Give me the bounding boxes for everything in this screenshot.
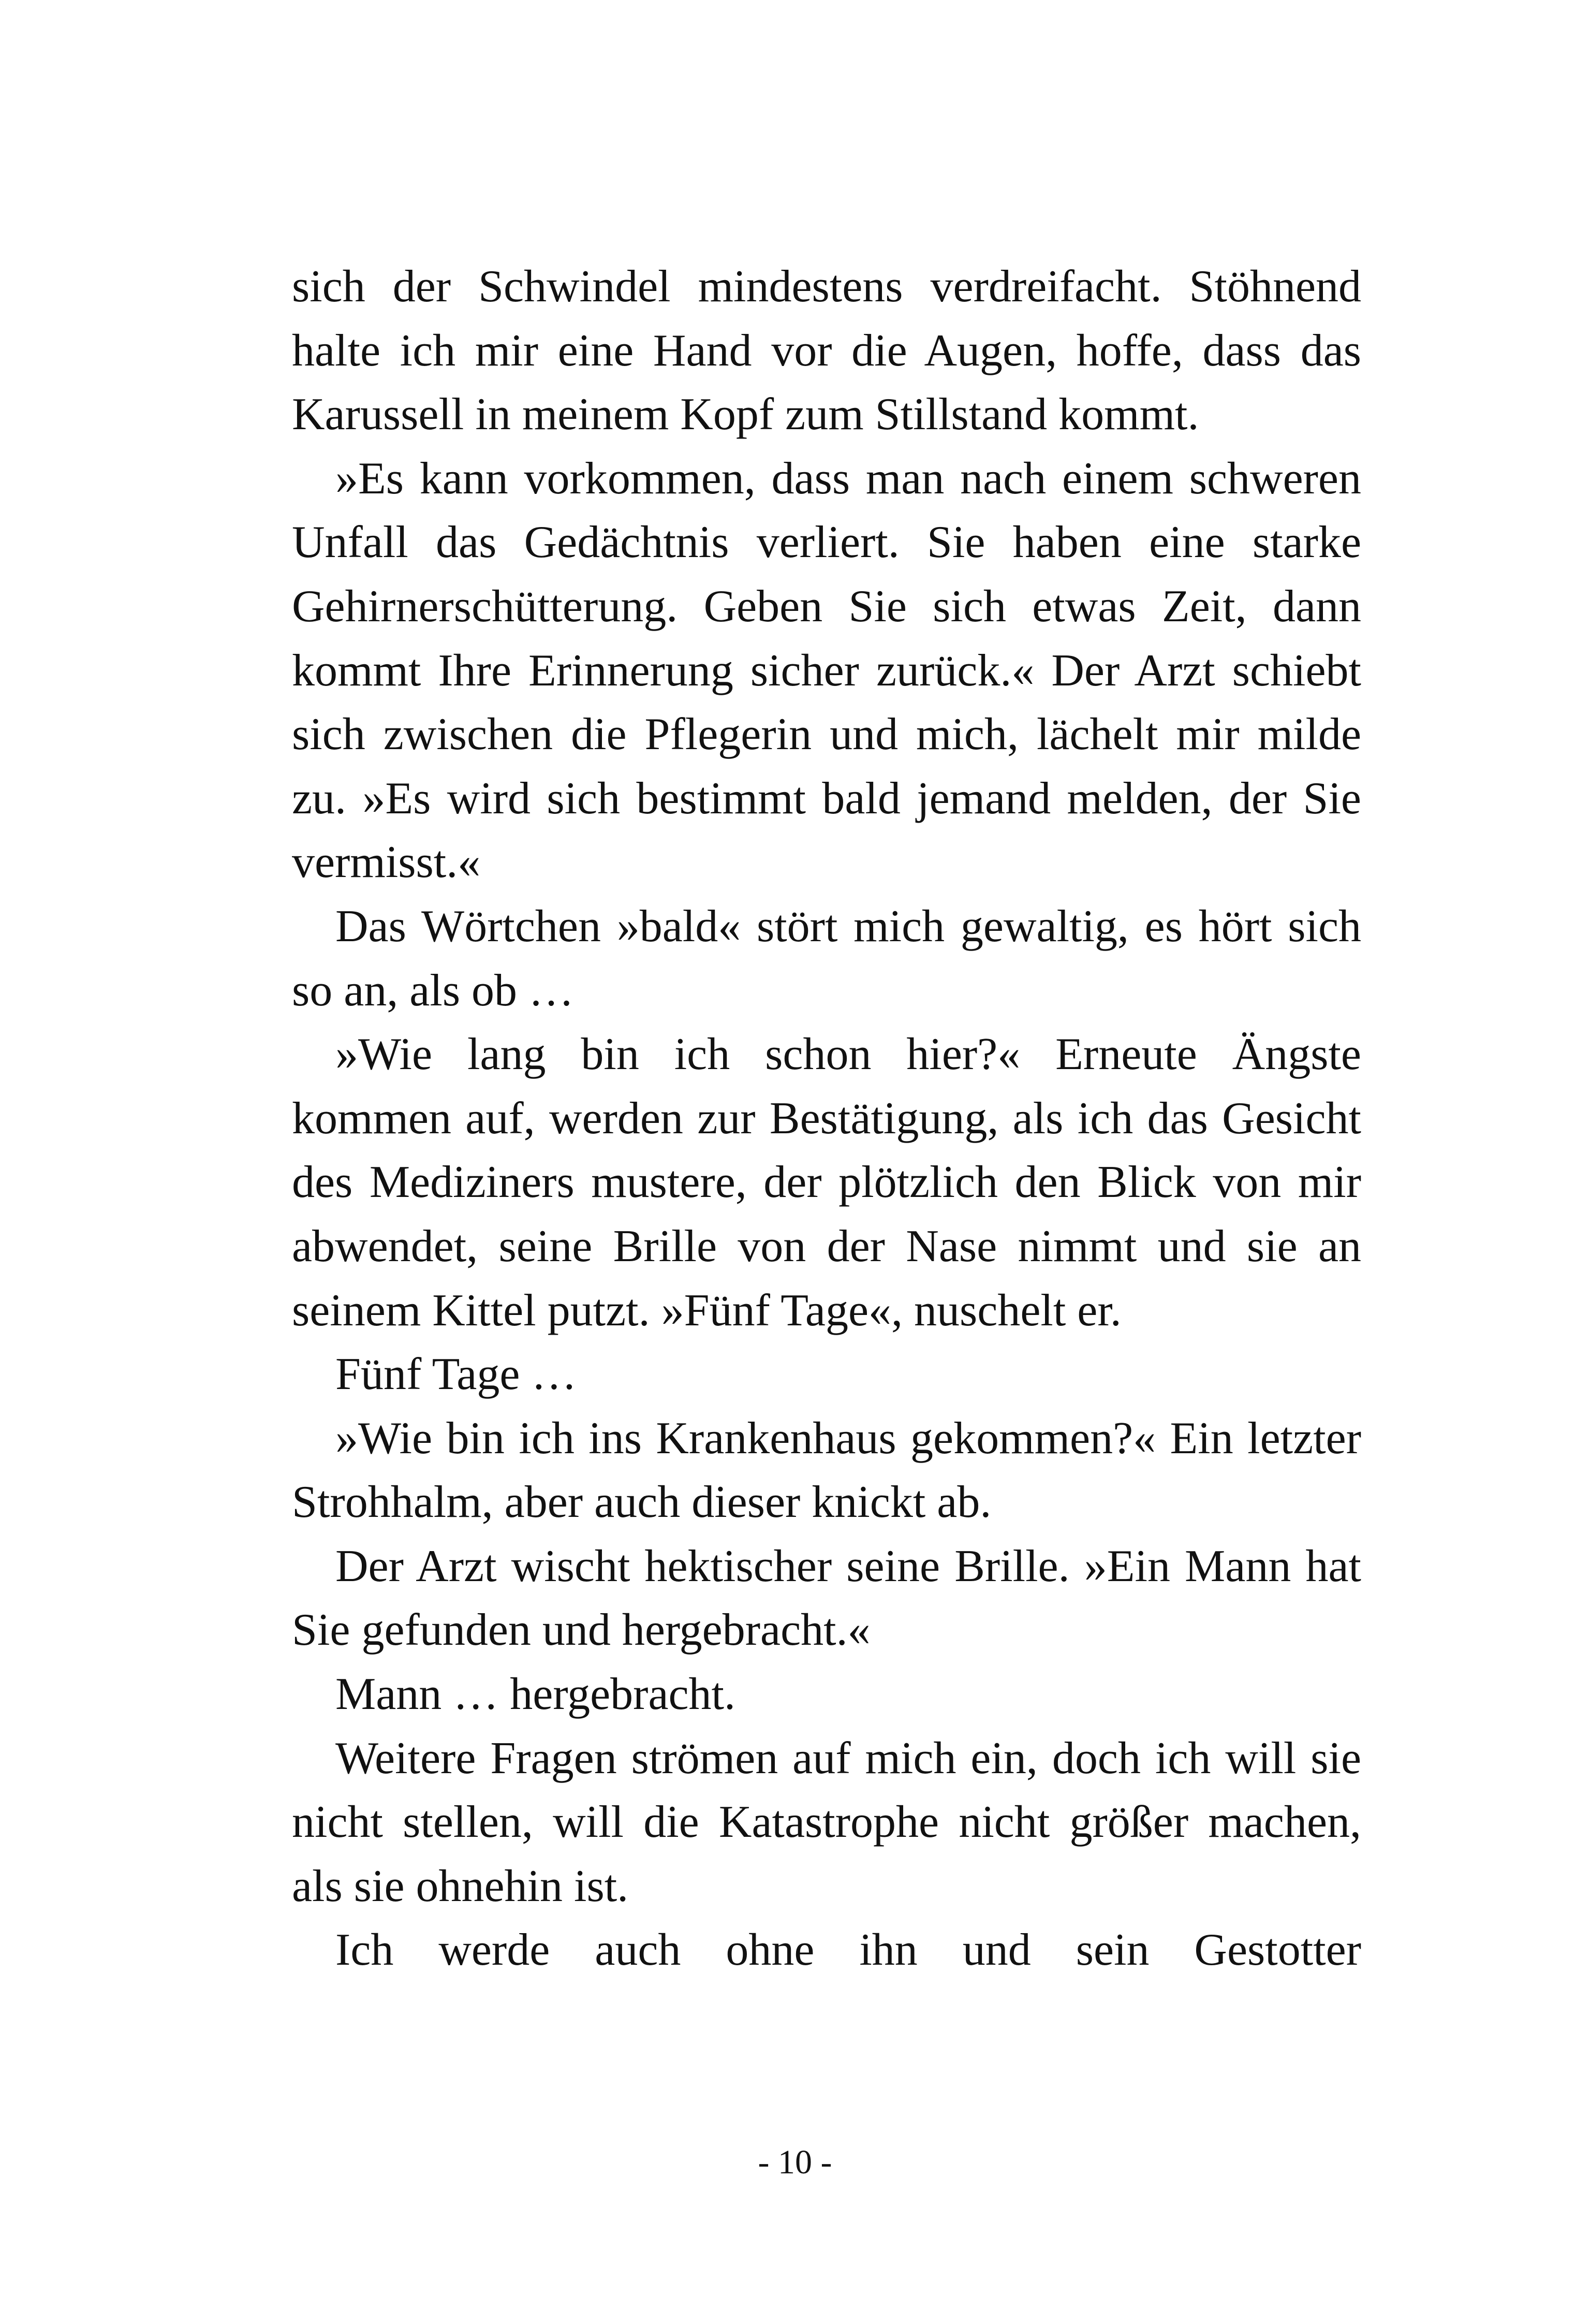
paragraph-how-long: »Wie lang bin ich schon hier?« Erneute Ängste kommen auf, werden zur Bestätigung, als ich das Gesicht des Mediziners mustere, der plötzlich den Blick von mir abwendet, seine Brille von der Nase nimmt und sie an seinem Kittel putzt. »Fünf Tage«, nuschelt er. (292, 1029, 1361, 1336)
page-number: - 10 - (758, 2143, 832, 2181)
paragraph-how-arrived: »Wie bin ich ins Krankenhaus gekommen?« Ein letzter Strohhalm, aber auch dieser knickt ab. (292, 1413, 1361, 1528)
paragraph-bald: Das Wörtchen »bald« stört mich gewaltig, es hört sich so an, als ob … (292, 901, 1361, 1016)
paragraph-man-brought: Mann … hergebracht. (335, 1669, 736, 1720)
paragraph-final-line: Ich werde auch ohne ihn und sein Gestotter (335, 1925, 1361, 1976)
paragraph-doctor-explanation: »Es kann vorkommen, dass man nach einem schweren Unfall das Gedächtnis verliert. Sie haben eine starke Gehirnerschütterung. Geben Sie sich etwas Zeit, dann kommt Ihre Erinnerung sicher zurück.« Der Arzt schiebt sich zwischen die Pflegerin und mich, lächelt mir milde zu. »Es wird sich bestimmt bald jemand melden, der Sie vermisst.« (292, 453, 1361, 888)
paragraph-doctor-wipes: Der Arzt wischt hektischer seine Brille. »Ein Mann hat Sie gefunden und hergebracht.« (292, 1541, 1361, 1656)
paragraph-five-days: Fünf Tage … (335, 1349, 577, 1400)
paragraph-more-questions: Weitere Fragen strömen auf mich ein, doch ich will sie nicht stellen, will die Katastrophe nicht größer machen, als sie ohnehin ist. (292, 1733, 1361, 1911)
body-text (292, 255, 1361, 1982)
paragraph-continuation: sich der Schwindel mindestens verdreifacht. Stöhnend halte ich mir eine Hand vor die Augen, hoffe, dass das Karussell in meinem Kopf zum Stillstand kommt. (292, 261, 1361, 440)
